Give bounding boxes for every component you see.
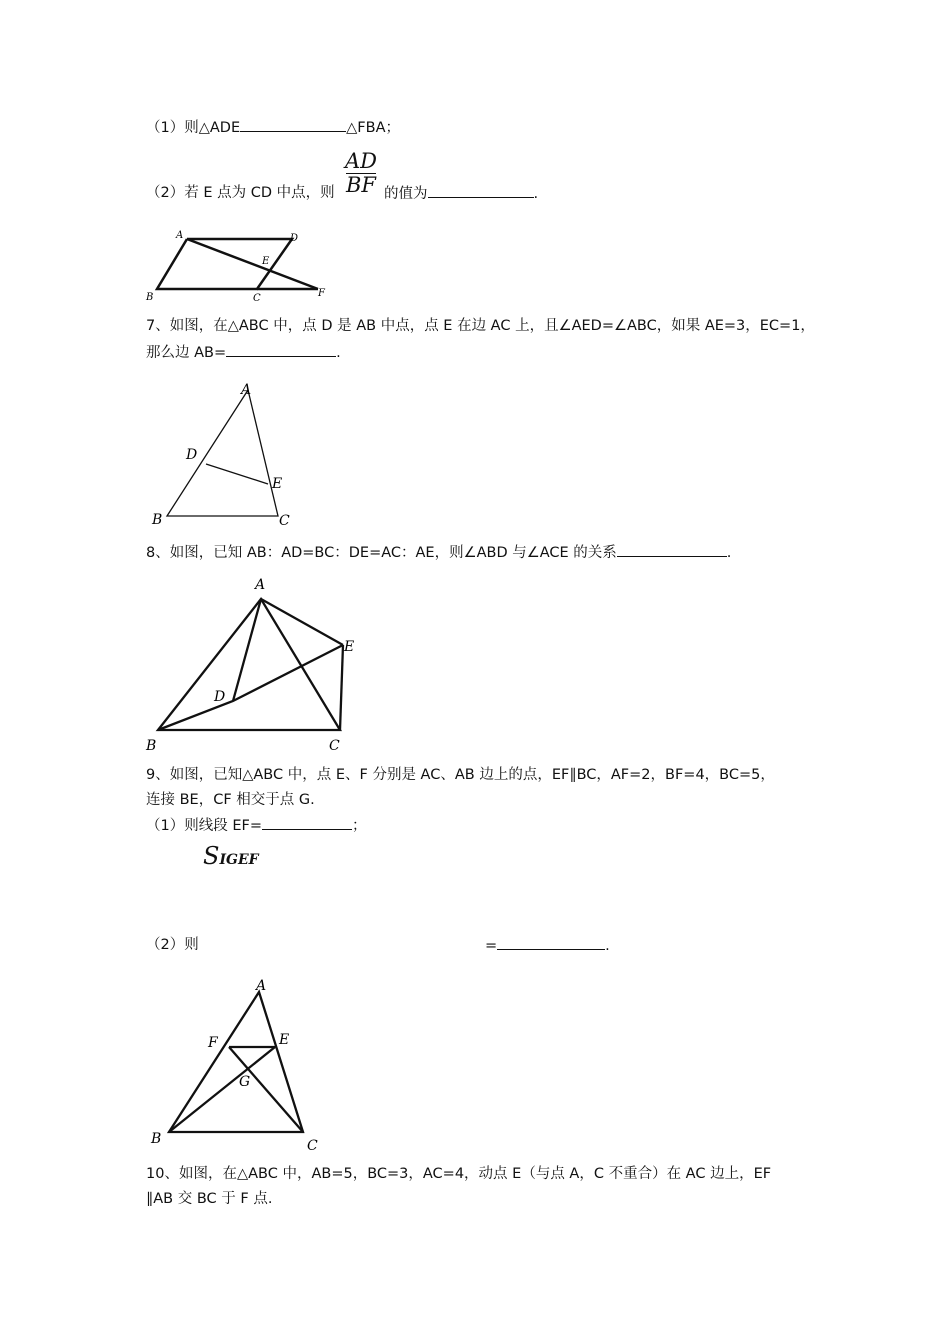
q6-label-c: C — [253, 293, 261, 304]
q7-line2-end: . — [336, 345, 341, 361]
q6-part2-right — [384, 183, 538, 204]
q9-part1-end: ； — [352, 818, 367, 834]
q9-part2-right — [485, 935, 610, 956]
q9-part2-left — [146, 935, 199, 955]
q6-label-f: F — [318, 288, 325, 299]
q9-triangle-abc — [169, 992, 303, 1132]
q7-label-b: B — [152, 512, 163, 528]
q9-segment-be — [169, 1047, 275, 1132]
q9-part2-eq: = — [485, 938, 498, 954]
q6-label-a: A — [176, 230, 184, 241]
q9-answer-blank-2[interactable] — [497, 935, 605, 950]
q7-line2-prefix: 那么边 AB= — [146, 345, 227, 361]
q6-fraction — [345, 149, 377, 196]
q6-part2-prefix: （2）若 E 点为 CD 中点，则 — [146, 185, 335, 201]
q6-answer-blank-1[interactable] — [240, 117, 346, 132]
q8-line1-prefix: 8、如图，已知 AB：AD=BC：DE=AC：AE，则∠ABD 与∠ACE 的关系 — [146, 545, 617, 561]
q9-part2-end: . — [605, 938, 610, 954]
q6-figure — [140, 226, 340, 306]
q9-part2-prefix: （2）则 — [146, 937, 199, 953]
q10-line2: ∥AB 交 BC 于 F 点. — [146, 1191, 273, 1207]
q6-segment-af — [187, 239, 318, 289]
q9-line1: 9、如图，已知△ABC 中，点 E、F 分别是 AC、AB 边上的点，EF∥BC，AF=2，BF=4，BC=5， — [146, 767, 775, 783]
q7-figure — [146, 378, 306, 528]
q8-label-a: A — [255, 577, 266, 593]
q9-label-g: G — [239, 1074, 251, 1090]
q8-label-d: D — [214, 689, 226, 705]
q9-answer-blank-1[interactable] — [262, 815, 352, 830]
q6-part1-prefix: （1）则△ADE — [146, 120, 241, 136]
q9-label-c: C — [307, 1138, 318, 1154]
q7-answer-blank[interactable] — [226, 342, 336, 357]
q6-part2-left — [146, 183, 335, 203]
q6-part1-suffix: △FBA； — [346, 120, 400, 136]
q7-label-a: A — [241, 382, 252, 398]
q9-area-s: S — [203, 842, 220, 870]
q8-line1-end: . — [726, 545, 732, 561]
q8-segment-ec — [340, 645, 343, 730]
q6-part2-end: . — [533, 186, 539, 202]
q7-label-c: C — [279, 513, 290, 529]
q8-label-c: C — [329, 738, 340, 754]
q9-label-f: F — [208, 1035, 218, 1051]
q9-figure — [146, 972, 336, 1152]
q6-part2-mid: 的值为 — [384, 186, 428, 202]
q8-line1 — [146, 542, 731, 563]
q8-segment-ad — [233, 599, 261, 701]
q7-segment-de — [206, 464, 268, 484]
q6-answer-blank-2[interactable] — [428, 183, 534, 198]
q9-area-subscript: IGEF — [219, 852, 259, 868]
q9-line2: 连接 BE，CF 相交于点 G. — [146, 792, 315, 808]
q6-label-d: D — [290, 233, 299, 244]
q10-line1: 10、如图，在△ABC 中，AB=5，BC=3，AC=4，动点 E（与点 A，C 不重合）在 AC 边上，EF — [146, 1166, 772, 1182]
q9-part1-prefix: （1）则线段 EF= — [146, 818, 262, 834]
q8-answer-blank[interactable] — [617, 542, 727, 557]
q8-label-e: E — [344, 639, 355, 655]
q8-triangle-abc — [158, 599, 340, 730]
q6-parallelogram — [157, 239, 292, 289]
q8-label-b: B — [146, 738, 157, 754]
q7-line2 — [146, 342, 341, 363]
q6-label-b: B — [146, 292, 154, 303]
q6-part1 — [146, 117, 400, 138]
q7-triangle-abc — [167, 390, 278, 516]
q9-part1 — [146, 815, 367, 836]
q6-label-e: E — [262, 256, 270, 267]
q8-segment-ae — [261, 599, 343, 645]
q7-line1: 7、如图，在△ABC 中，点 D 是 AB 中点，点 E 在边 AC 上，且∠AED=∠ABC，如果 AE=3，EC=1， — [146, 318, 815, 334]
q9-label-e: E — [279, 1032, 290, 1048]
q9-label-b: B — [151, 1131, 162, 1147]
q6-fraction-numerator: AD — [345, 149, 378, 173]
q7-label-d: D — [186, 447, 198, 463]
q8-figure — [140, 572, 360, 757]
q9-area-symbol — [203, 842, 259, 870]
q9-label-a: A — [256, 978, 267, 994]
q7-label-e: E — [272, 476, 283, 492]
q6-fraction-denominator: BF — [346, 173, 377, 197]
